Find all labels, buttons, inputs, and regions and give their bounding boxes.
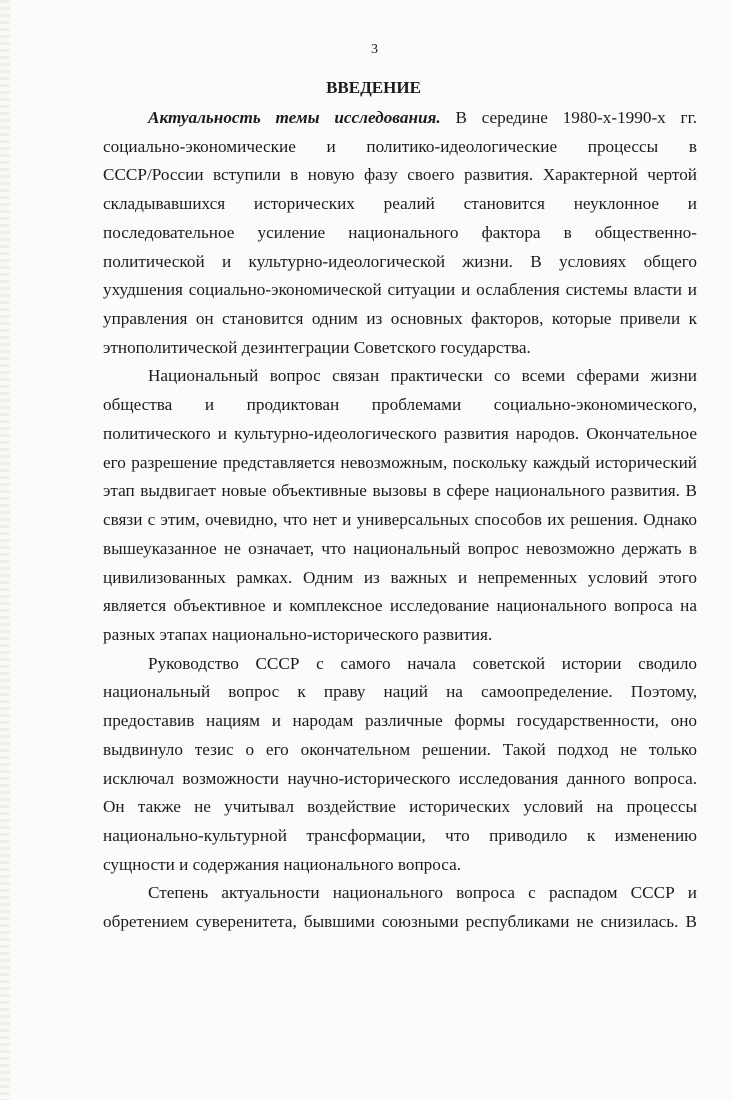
text-line: политической и культурно-идеологической жизни. В условиях общего [103,251,697,271]
text-line: Он также не учитывал воздействие исторических условий на процессы [103,797,697,817]
section-heading: ВВЕДЕНИЕ [326,78,421,97]
text-line: его разрешение представляется невозможным, поскольку каждый исторический [103,452,697,472]
page-number: 3 [371,42,378,57]
text-line [103,104,697,133]
text-line: этап выдвигает новые объективные вызовы в сфере национального развития. В [103,481,697,501]
text-line: социально-экономические и политико-идеологические процессы в [103,136,697,156]
text-line: ухудшения социально-экономической ситуации и ослабления системы власти и [103,280,697,300]
text-line: разных этапах национально-исторического развития. [103,624,493,644]
text-line: обретением суверенитета, бывшими союзными республиками не снизилась. В [103,912,697,932]
text-line: связи с этим, очевидно, что нет и универсальных способов их решения. Однако [103,510,697,530]
text-line: политического и культурно-идеологического развития народов. Окончательное [103,423,697,443]
text-line: общества и продиктован проблемами социально-экономического, [103,395,697,415]
text-line: СССР/России вступили в новую фазу своего развития. Характерной чертой [103,165,697,185]
text-line: является объективное и комплексное исследование национального вопроса на [103,596,697,616]
text-line: управления он становится одним из основных факторов, которые привели к [103,309,697,329]
text-line: национально-культурной трансформации, что приводило к изменению [103,825,697,845]
scan-edge [0,0,10,1100]
text-line: складывавшихся исторических реалий становится неуклонное и [103,194,697,214]
text-line: Руководство СССР с самого начала советской истории сводило [148,653,697,673]
text-line: исключал возможности научно-исторического исследования данного вопроса. [103,768,697,788]
text-line: последовательное усиление национального фактора в общественно- [103,222,697,242]
text-line: выдвинуло тезис о его окончательном решении. Такой подход не только [103,739,697,759]
document-body [103,104,697,937]
text-line: вышеуказанное не означает, что национальный вопрос невозможно держать в [103,538,697,558]
text-line: сущности и содержания национального вопроса. [103,854,462,874]
text-line: предоставив нациям и народам различные формы государственности, оно [103,711,697,731]
lead-phrase: Актуальность темы исследования. [148,108,441,127]
text-line: Степень актуальности национального вопроса с распадом СССР и [148,883,697,903]
text-line: этнополитической дезинтеграции Советского государства. [103,337,531,357]
text-line: цивилизованных рамках. Одним из важных и непременных условий этого [103,567,697,587]
text-line: национальный вопрос к праву наций на самоопределение. Поэтому, [103,682,697,702]
line-text: В середине 1980-х-1990-х гг. [440,108,697,127]
text-line: Национальный вопрос связан практически со всеми сферами жизни [148,366,697,386]
